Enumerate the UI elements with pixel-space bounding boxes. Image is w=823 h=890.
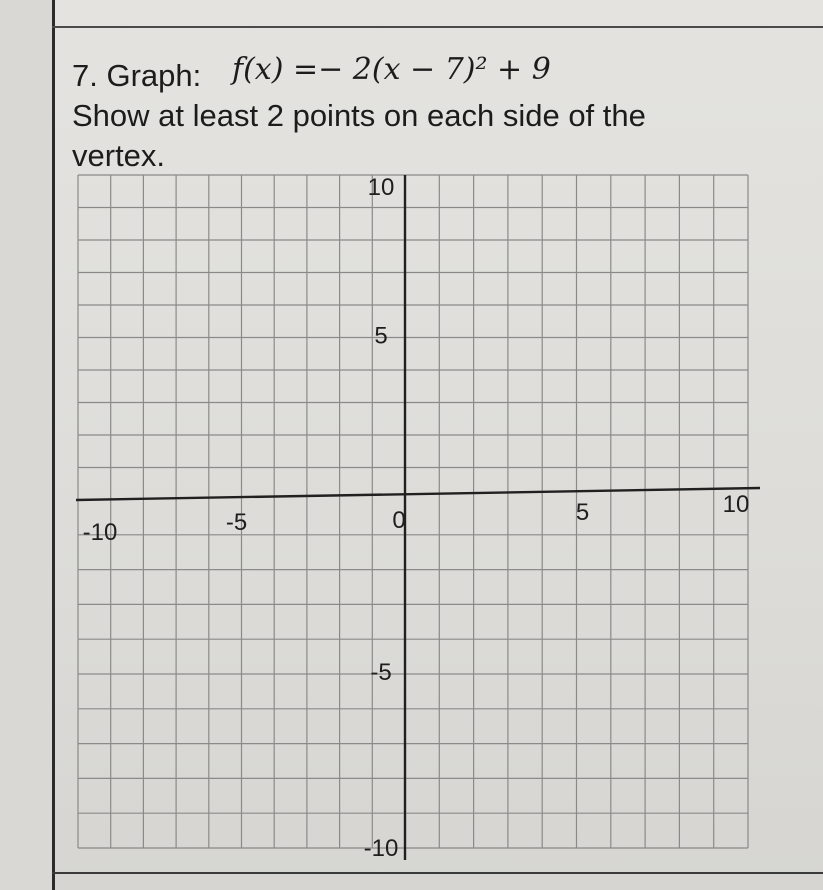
- x-tick-label: -5: [225, 509, 248, 536]
- y-tick-label: 5: [374, 322, 388, 350]
- x-tick-label: 5: [575, 499, 590, 526]
- x-tick-label: -10: [82, 519, 118, 546]
- y-tick-label: -5: [370, 659, 392, 686]
- x-tick-label: 10: [722, 491, 750, 518]
- axes: [76, 175, 760, 860]
- question-equation: f(x) =− 2(x − 7)² + 9: [232, 52, 551, 87]
- y-tick-label: 10: [367, 174, 395, 201]
- instruction-line-2: vertex.: [72, 138, 166, 173]
- tick-labels: [83, 174, 750, 862]
- instruction-line-1: Show at least 2 points on each side of the: [72, 98, 646, 133]
- y-tick-label: -10: [363, 835, 399, 862]
- question-number: 7. Graph:: [72, 58, 202, 93]
- x-axis-line: [76, 488, 760, 500]
- x-tick-label: 0: [392, 507, 406, 534]
- grid-lines: [78, 175, 748, 848]
